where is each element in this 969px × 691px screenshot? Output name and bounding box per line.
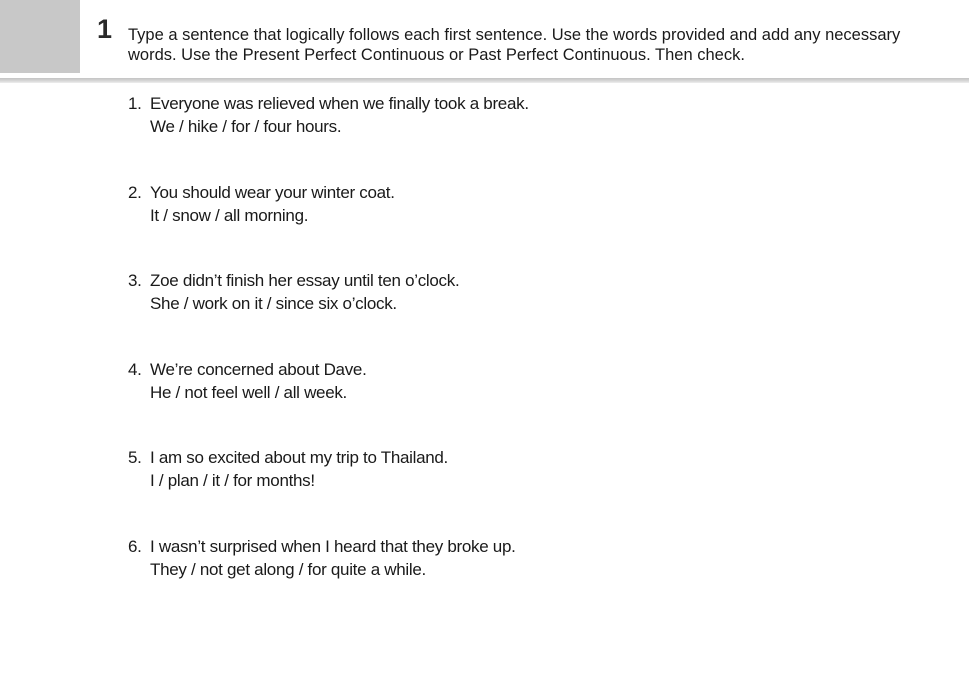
item-sentence: We’re concerned about Dave. (150, 360, 367, 379)
item-number: 1. (128, 94, 142, 113)
item-prompt: I / plan / it / for months! (150, 471, 315, 490)
item-number: 5. (128, 448, 142, 467)
item-prompt: We / hike / for / four hours. (150, 117, 342, 136)
header-gray-block (0, 0, 80, 73)
item-number: 2. (128, 183, 142, 202)
item-sentence: I am so excited about my trip to Thailand. (150, 448, 448, 467)
item-sentence: You should wear your winter coat. (150, 183, 395, 202)
item-number: 3. (128, 271, 142, 290)
item-prompt: He / not feel well / all week. (150, 383, 347, 402)
item-number: 4. (128, 360, 142, 379)
item-number: 6. (128, 537, 142, 556)
item-sentence: Zoe didn’t finish her essay until ten o’clock. (150, 271, 460, 290)
item-prompt: They / not get along / for quite a while. (150, 560, 426, 579)
item-prompt: It / snow / all morning. (150, 206, 309, 225)
exercise-number: 1 (97, 14, 113, 44)
header-divider (0, 78, 969, 83)
item-prompt: She / work on it / since six o’clock. (150, 294, 397, 313)
exercise-instructions: Type a sentence that logically follows each first sentence. Use the words provided and add any necessary words. Use the Present Perfect Continuous or Past Perfect Continuous. Then check. (128, 26, 901, 64)
item-sentence: Everyone was relieved when we finally took a break. (150, 94, 529, 113)
exercise-header (0, 0, 969, 84)
item-sentence: I wasn’t surprised when I heard that they broke up. (150, 537, 516, 556)
